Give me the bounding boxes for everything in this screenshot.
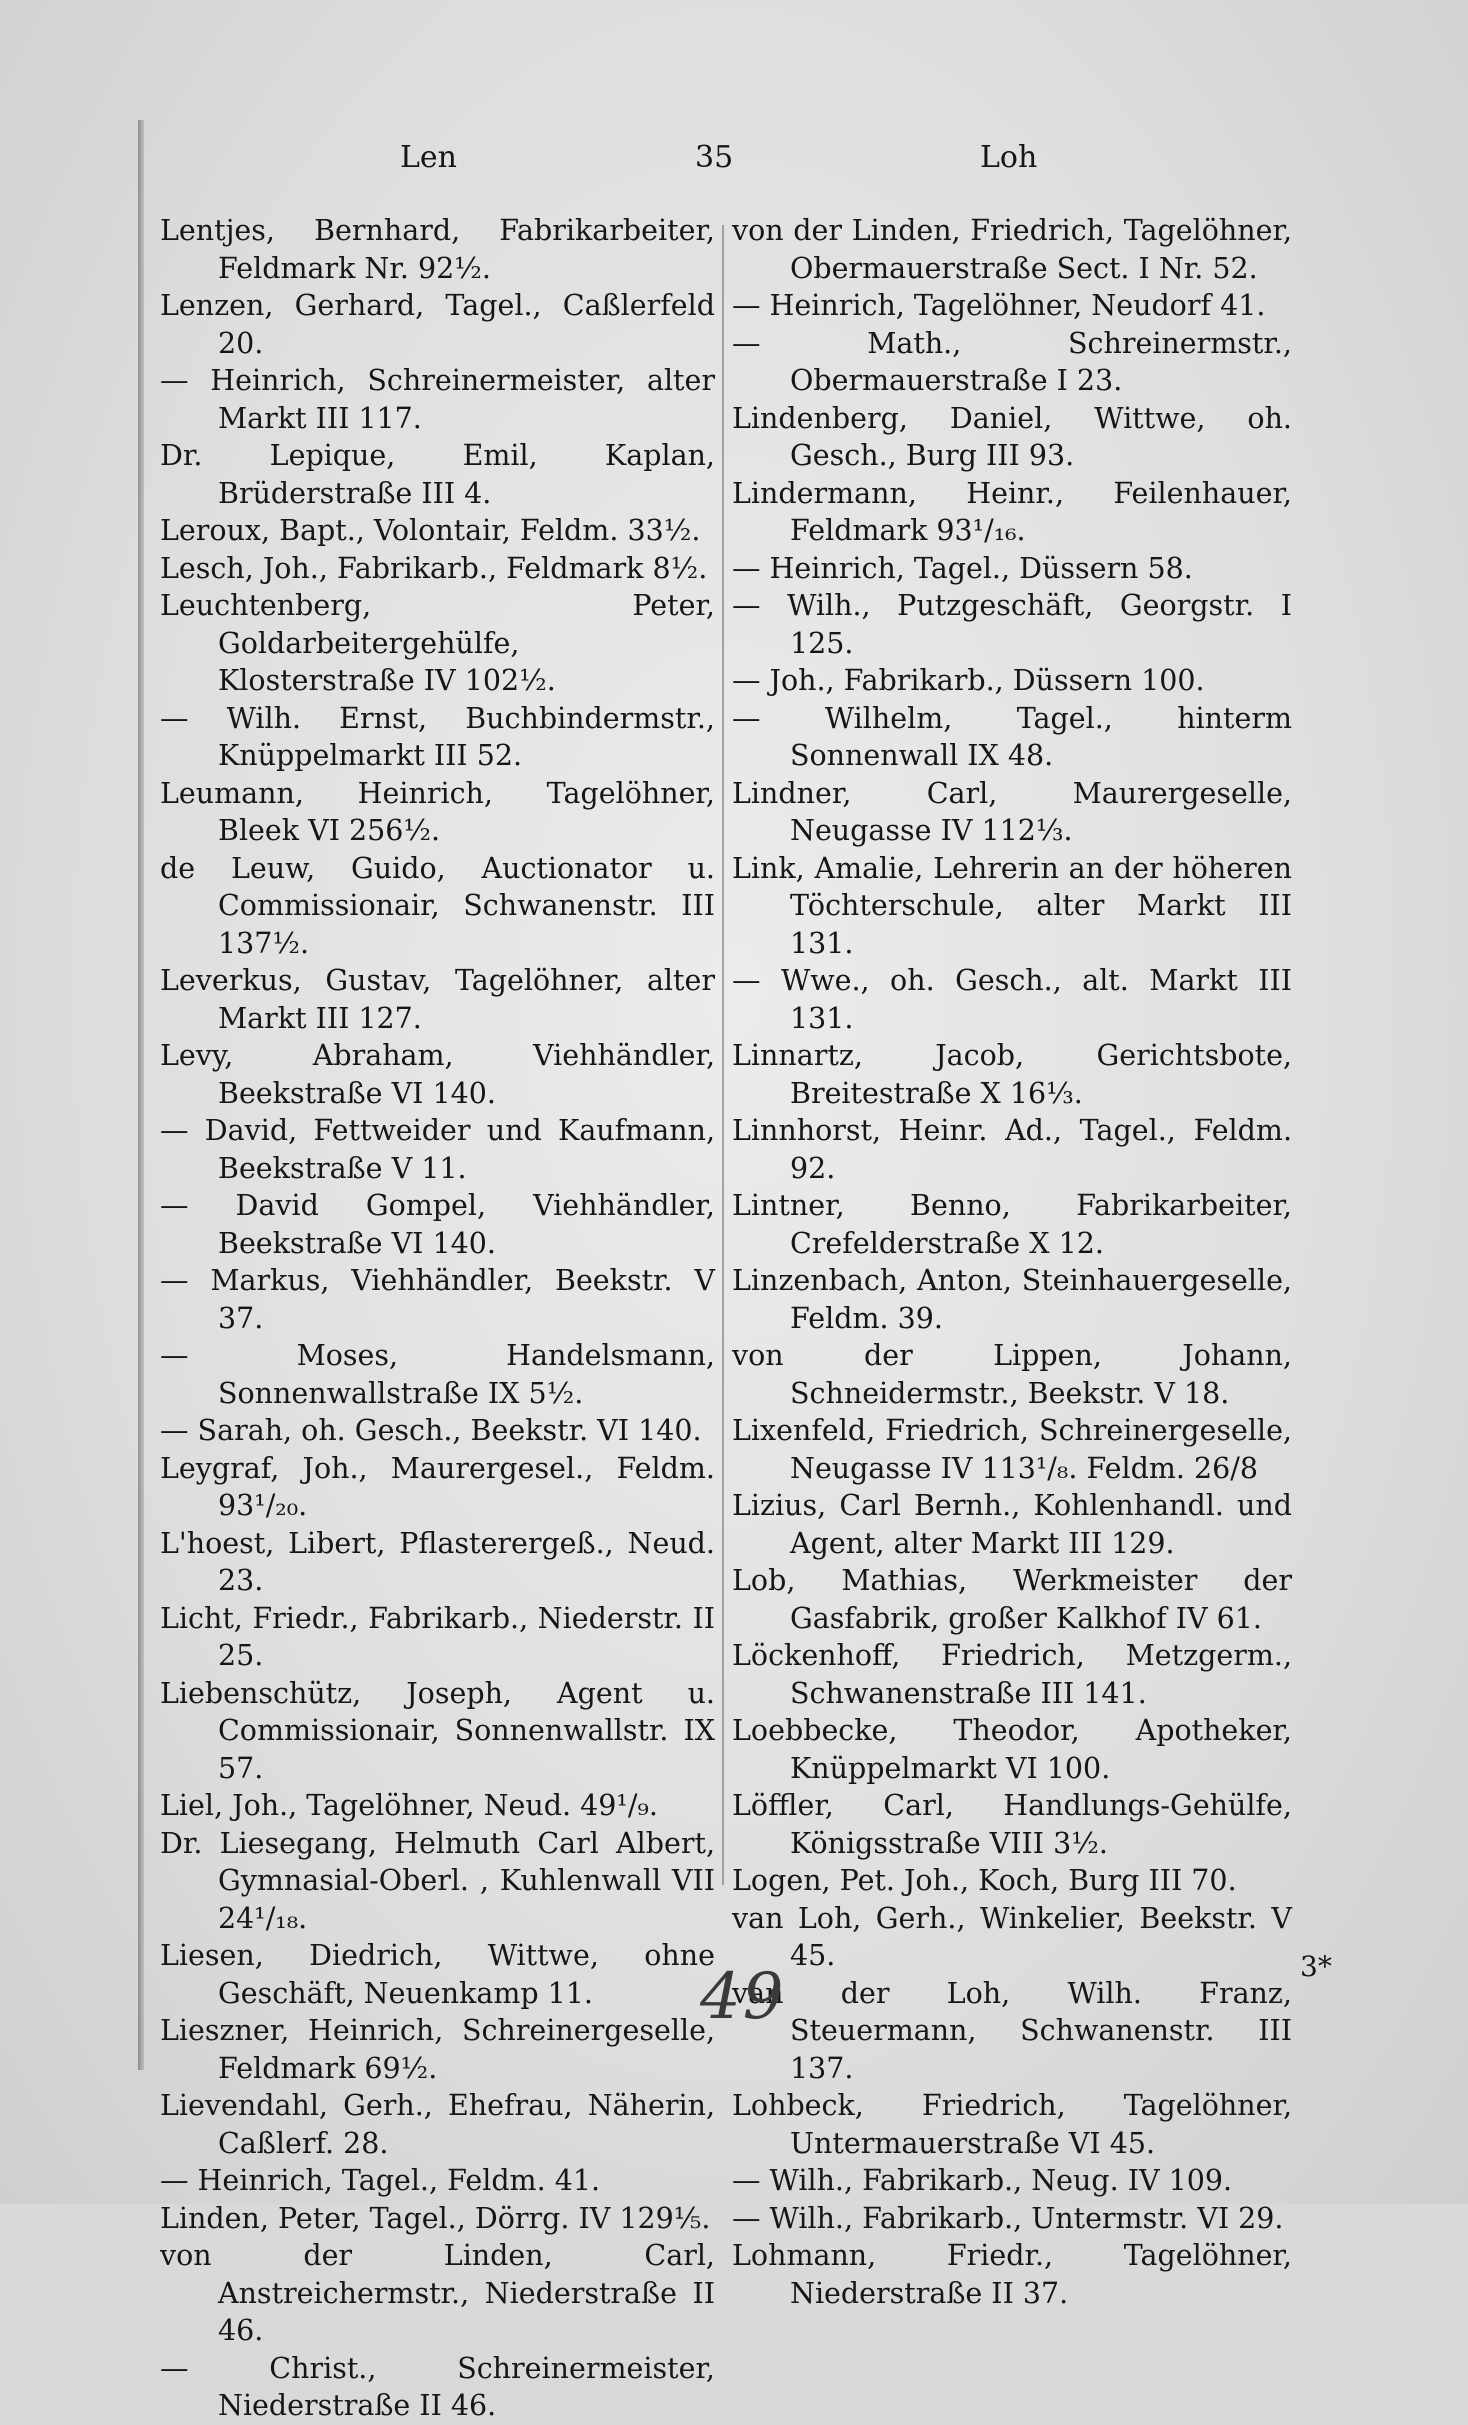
directory-entry: Linzenbach, Anton, Steinhauergeselle, Feldm. 39. [732, 1264, 1292, 1335]
directory-entry: — David, Fettweider und Kaufmann, Beekstraße V 11. [160, 1114, 715, 1185]
directory-entry: — Heinrich, Schreinermeister, alter Markt III 117. [160, 364, 715, 435]
directory-entry: — Math., Schreinermstr., Obermauerstraße I 23. [732, 326, 1292, 397]
directory-entry: Leygraf, Joh., Maurergesel., Feldm. 93¹/₂₀. [160, 1451, 715, 1522]
directory-entry: Lindenberg, Daniel, Wittwe, oh. Gesch., Burg III 93. [732, 401, 1292, 472]
directory-entry: — David Gompel, Viehhändler, Beekstraße VI 140. [160, 1189, 715, 1260]
directory-entry: Leumann, Heinrich, Tagelöhner, Bleek VI 256½. [160, 776, 715, 847]
directory-entry: — Heinrich, Tagelöhner, Neudorf 41. [732, 289, 1266, 322]
directory-entry: — Wilh., Fabrikarb., Untermstr. VI 29. [732, 2201, 1284, 2235]
page-number: 35 [695, 140, 734, 175]
directory-entry: Leverkus, Gustav, Tagelöhner, alter Markt III 127. [160, 964, 715, 1035]
directory-entry: Levy, Abraham, Viehhändler, Beekstraße VI 140. [160, 1039, 715, 1110]
header-left-catchword: Len [400, 140, 457, 175]
directory-entry: von der Linden, Carl, Anstreichermstr., Niederstraße II 46. [160, 2239, 715, 2347]
directory-entry: Lintner, Benno, Fabrikarbeiter, Crefelderstraße X 12. [732, 1189, 1292, 1260]
directory-entry: Dr. Lepique, Emil, Kaplan, Brüderstraße III 4. [160, 439, 715, 510]
directory-entry: Link, Amalie, Lehrerin an der höheren Töchterschule, alter Markt III 131. [732, 851, 1292, 960]
handwritten-page-number: 49 [700, 1960, 786, 2034]
directory-entry: Löckenhoff, Friedrich, Metzgerm., Schwanenstraße III 141. [732, 1639, 1292, 1710]
directory-entry: Lievendahl, Gerh., Ehefrau, Näherin, Caßlerf. 28. [160, 2089, 715, 2160]
header-right-catchword: Loh [980, 140, 1038, 175]
directory-entry: Dr. Liesegang, Helmuth Carl Albert, Gymnasial-Oberl. , Kuhlenwall VII 24¹/₁₈. [160, 1826, 715, 1935]
directory-entry: Linnhorst, Heinr. Ad., Tagel., Feldm. 92. [732, 1114, 1292, 1185]
directory-entry: Lenzen, Gerhard, Tagel., Caßlerfeld 20. [160, 289, 715, 360]
directory-entry: — Sarah, oh. Gesch., Beekstr. VI 140. [160, 1414, 702, 1447]
directory-entry: — Moses, Handelsmann, Sonnenwallstraße IX 5½. [160, 1339, 715, 1410]
directory-entry: Logen, Pet. Joh., Koch, Burg III 70. [732, 1864, 1237, 1897]
directory-entry: — Wilh., Fabrikarb., Neug. IV 109. [732, 2164, 1233, 2197]
printer-signature: 3* [1300, 1950, 1332, 1983]
directory-entry: de Leuw, Guido, Auctionator u. Commissionair, Schwanenstr. III 137½. [160, 851, 715, 960]
directory-entry: Löffler, Carl, Handlungs-Gehülfe, Königsstraße VIII 3½. [732, 1789, 1292, 1860]
page-header [150, 140, 1320, 188]
directory-entry: Linnartz, Jacob, Gerichtsbote, Breitestraße X 16⅓. [732, 1039, 1292, 1110]
directory-entry: — Joh., Fabrikarb., Düssern 100. [732, 664, 1205, 697]
column-rule [722, 225, 724, 1885]
directory-entry: van Loh, Gerh., Winkelier, Beekstr. V 45. [732, 1901, 1292, 1972]
directory-entry: Lixenfeld, Friedrich, Schreinergeselle, Neugasse IV 113¹/₈. Feldm. 26/8 [732, 1414, 1292, 1485]
directory-entry: Liel, Joh., Tagelöhner, Neud. 49¹/₉. [160, 1789, 658, 1822]
directory-entry: Leuchtenberg, Peter, Goldarbeitergehülfe, Klosterstraße IV 102½. [160, 589, 715, 697]
directory-entry: Lesch, Joh., Fabrikarb., Feldmark 8½. [160, 551, 708, 585]
directory-entry: Lohmann, Friedr., Tagelöhner, Niederstraße II 37. [732, 2239, 1292, 2310]
left-column [160, 212, 715, 2425]
directory-entry: — Markus, Viehhändler, Beekstr. V 37. [160, 1264, 715, 1335]
directory-entry: — Heinrich, Tagel., Feldm. 41. [160, 2164, 601, 2197]
directory-entry: Loebbecke, Theodor, Apotheker, Knüppelmarkt VI 100. [732, 1714, 1292, 1785]
directory-entry: — Wilh., Putzgeschäft, Georgstr. I 125. [732, 589, 1292, 660]
directory-entry: von der Lippen, Johann, Schneidermstr., Beekstr. V 18. [732, 1339, 1292, 1410]
directory-entry: van der Loh, Wilh. Franz, Steuermann, Schwanenstr. III 137. [732, 1976, 1292, 2085]
directory-entry: Lohbeck, Friedrich, Tagelöhner, Untermauerstraße VI 45. [732, 2089, 1292, 2160]
directory-entry: Linden, Peter, Tagel., Dörrg. IV 129⅕. [160, 2201, 711, 2235]
directory-entry: — Wwe., oh. Gesch., alt. Markt III 131. [732, 964, 1292, 1035]
directory-entry: Lindermann, Heinr., Feilenhauer, Feldmark 93¹/₁₆. [732, 476, 1292, 547]
directory-entry: Leroux, Bapt., Volontair, Feldm. 33½. [160, 514, 701, 547]
directory-entry: von der Linden, Friedrich, Tagelöhner, Obermauerstraße Sect. I Nr. 52. [732, 214, 1292, 285]
directory-entry: Lob, Mathias, Werkmeister der Gasfabrik, großer Kalkhof IV 61. [732, 1564, 1292, 1635]
directory-entry: Lizius, Carl Bernh., Kohlenhandl. und Agent, alter Markt III 129. [732, 1489, 1292, 1560]
directory-entry: Lindner, Carl, Maurergeselle, Neugasse IV 112⅓. [732, 776, 1292, 847]
directory-entry: — Wilh. Ernst, Buchbindermstr., Knüppelmarkt III 52. [160, 701, 715, 772]
directory-entry: L'hoest, Libert, Pflasterergeß., Neud. 23. [160, 1526, 715, 1597]
directory-entry: Lieszner, Heinrich, Schreinergeselle, Feldmark 69½. [160, 2014, 715, 2085]
directory-entry: — Heinrich, Tagel., Düssern 58. [732, 551, 1193, 585]
directory-entry: — Wilhelm, Tagel., hinterm Sonnenwall IX 48. [732, 701, 1292, 772]
right-column [732, 212, 1292, 2312]
directory-entry: Liebenschütz, Joseph, Agent u. Commissionair, Sonnenwallstr. IX 57. [160, 1676, 715, 1785]
directory-entry: Licht, Friedr., Fabrikarb., Niederstr. II 25. [160, 1601, 715, 1672]
directory-entry: — Christ., Schreinermeister, Niederstraße II 46. [160, 2351, 715, 2422]
binding-edge [138, 120, 144, 2070]
directory-entry: Lentjes, Bernhard, Fabrikarbeiter, Feldmark Nr. 92½. [160, 214, 715, 285]
directory-entry: Liesen, Diedrich, Wittwe, ohne Geschäft, Neuenkamp 11. [160, 1939, 715, 2010]
